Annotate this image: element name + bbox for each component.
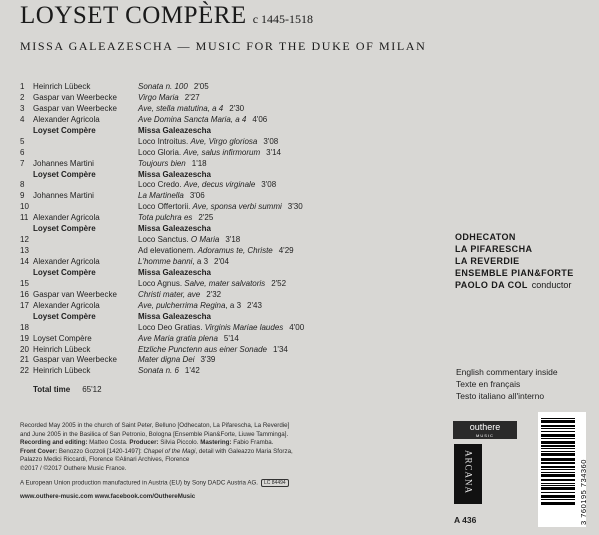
performer-role: conductor bbox=[531, 280, 572, 290]
track-work bbox=[138, 345, 288, 356]
barcode-bars bbox=[541, 418, 575, 521]
track-work bbox=[138, 323, 304, 334]
barcode-bar bbox=[541, 462, 575, 464]
barcode-bar bbox=[541, 434, 575, 437]
track-composer: Loyset Compère bbox=[33, 333, 92, 343]
barcode-bar bbox=[541, 445, 575, 447]
arcana-logo-text: ARCANA bbox=[463, 450, 474, 495]
track-title: Loco Introitus. bbox=[138, 136, 191, 146]
track-number: 1 bbox=[20, 82, 25, 91]
track-number: 14 bbox=[20, 257, 29, 266]
composer-name: LOYSET COMPÈRE bbox=[20, 2, 247, 29]
track-work bbox=[138, 93, 200, 104]
track-number: 15 bbox=[20, 278, 29, 288]
commentary-language: Texte en français bbox=[456, 379, 521, 389]
barcode-bar bbox=[541, 458, 575, 461]
credit-text: A European Union production manufactured in Austria (EU) by Sony DADC Austria AG. bbox=[20, 479, 258, 487]
track-number: 22 bbox=[20, 366, 29, 376]
track-composer: Alexander Agricola bbox=[33, 213, 100, 223]
performer bbox=[455, 255, 585, 267]
track-composer: Gaspar van Weerbecke bbox=[33, 355, 117, 365]
track-number: 19 bbox=[20, 333, 29, 343]
track-title: Loco Credo. bbox=[138, 180, 184, 190]
track-number: 4 bbox=[20, 114, 25, 124]
track-composer: Alexander Agricola bbox=[33, 114, 100, 124]
barcode-bar bbox=[541, 453, 575, 456]
track-title: Ave, stella matutina, a 4 bbox=[138, 103, 224, 113]
track-row bbox=[20, 246, 350, 257]
track-title: Virgo Maria bbox=[138, 92, 179, 102]
track-row bbox=[20, 323, 350, 334]
track-title: La Martinella bbox=[138, 191, 184, 201]
track-duration: 1'18 bbox=[191, 158, 207, 168]
performer bbox=[455, 267, 585, 279]
track-work bbox=[138, 312, 211, 323]
barcode-bar bbox=[541, 479, 575, 481]
track-work bbox=[138, 202, 303, 213]
track-duration: 2'04 bbox=[214, 257, 229, 266]
barcode-bar bbox=[541, 502, 575, 505]
track-row bbox=[20, 159, 350, 170]
track-duration: 1'34 bbox=[272, 344, 288, 354]
credit-line: and June 2005 in the Basilica of San Petronio, Bologna [Ensemble Pian&Forte, Liuwe Tamminga]. bbox=[20, 430, 289, 438]
track-title: Toujours bien bbox=[138, 158, 186, 168]
barcode-bar bbox=[541, 428, 575, 429]
track-composer: Heinrich Lübeck bbox=[33, 82, 91, 91]
track-work bbox=[138, 148, 281, 159]
track-title: Tota pulchra es bbox=[138, 213, 193, 223]
credit-text: Silvia Piccolo. bbox=[158, 439, 201, 447]
barcode-bar bbox=[541, 441, 575, 444]
track-work bbox=[138, 191, 205, 202]
track-work bbox=[138, 235, 240, 246]
track-number: 8 bbox=[20, 180, 25, 190]
performer-name: ENSEMBLE PIAN&FORTE bbox=[455, 268, 574, 278]
track-duration: 4'00 bbox=[289, 322, 305, 332]
track-row bbox=[20, 235, 350, 246]
track-row bbox=[20, 82, 350, 93]
track-row bbox=[20, 126, 350, 137]
barcode-digits: 3 760195 734360 bbox=[579, 459, 588, 525]
barcode-bar bbox=[541, 485, 575, 486]
track-work bbox=[138, 115, 267, 126]
copyright-line: ℗2017 / ©2017 Outhere Music France. bbox=[20, 464, 127, 472]
track-composer: Gaspar van Weerbecke bbox=[33, 103, 117, 113]
track-row bbox=[20, 104, 350, 115]
track-duration: 2'05 bbox=[193, 82, 209, 91]
track-composer: Gaspar van Weerbecke bbox=[33, 92, 117, 102]
barcode bbox=[538, 412, 586, 527]
credit-label: Producer: bbox=[129, 439, 159, 447]
track-work bbox=[138, 159, 207, 170]
track-title: Sonata n. 100 bbox=[138, 82, 188, 91]
track-title: Sonata n. 6 bbox=[138, 366, 179, 376]
track-title: Missa Galeazescha bbox=[138, 125, 211, 135]
credit-line: Recorded May 2005 in the church of Saint Peter, Belluno [Odhecaton, La Pifarescha, La Reverdie] bbox=[20, 422, 290, 429]
total-time-label: Total time bbox=[33, 385, 71, 394]
track-duration: 4'29 bbox=[278, 246, 294, 256]
track-composer: Johannes Martini bbox=[33, 191, 94, 201]
performer-name: LA PIFARESCHA bbox=[455, 244, 533, 254]
track-title: Etzliche Punctenn aus einer Sonade bbox=[138, 344, 267, 354]
track-title: Missa Galeazescha bbox=[138, 311, 211, 321]
track-work bbox=[138, 257, 229, 268]
outhere-logo bbox=[453, 421, 517, 439]
website-text: www.outhere-music.com www.facebook.com/OuthereMusic bbox=[20, 492, 196, 500]
track-composer: Loyset Compère bbox=[33, 125, 96, 135]
barcode-bar bbox=[541, 495, 575, 498]
performer-name: ODHECATON bbox=[455, 232, 516, 242]
track-row bbox=[20, 366, 350, 377]
track-title: Missa Galeazescha bbox=[138, 169, 211, 179]
track-row bbox=[20, 301, 350, 312]
track-row bbox=[20, 355, 350, 366]
track-number: 3 bbox=[20, 103, 25, 113]
total-time-value: 65'12 bbox=[82, 385, 102, 394]
credit-line: Palazzo Medici Riccardi, Florence ©Alinari Archives, Florence bbox=[20, 456, 190, 464]
website-links bbox=[20, 493, 420, 502]
track-work bbox=[138, 301, 262, 312]
performer bbox=[455, 231, 585, 243]
track-title: Ave Domina Sancta Maria, a 4 bbox=[138, 114, 247, 124]
track-row bbox=[20, 180, 350, 191]
barcode-bar bbox=[541, 483, 575, 484]
track-row bbox=[20, 148, 350, 159]
credit-text: , detail with Galeazzo Maria Sforza, bbox=[195, 447, 293, 455]
track-number: 5 bbox=[20, 136, 25, 146]
track-row bbox=[20, 202, 350, 213]
track-composer: Heinrich Lübeck bbox=[33, 344, 91, 354]
performer bbox=[455, 279, 585, 291]
track-row bbox=[20, 345, 350, 356]
track-duration: 3'18 bbox=[225, 235, 241, 245]
track-title-italic: Ave, salus infirmorum bbox=[183, 147, 261, 157]
track-title-italic: O Maria bbox=[190, 235, 220, 245]
track-work bbox=[138, 126, 211, 137]
track-row bbox=[20, 312, 350, 323]
outhere-logo-subtext: MUSIC bbox=[476, 433, 494, 438]
track-duration: 2'43 bbox=[247, 300, 262, 310]
track-work bbox=[138, 355, 215, 366]
track-composer: Loyset Compère bbox=[33, 224, 96, 234]
track-number: 13 bbox=[20, 246, 29, 256]
album-subtitle: MISSA GALEAZESCHA — MUSIC FOR THE DUKE OF MILAN bbox=[20, 39, 427, 53]
track-number: 17 bbox=[20, 300, 29, 310]
credit-line bbox=[20, 439, 420, 448]
performers-list bbox=[455, 231, 585, 291]
track-row bbox=[20, 224, 350, 235]
track-work bbox=[138, 268, 211, 279]
credit-text: Chapel of the Magi bbox=[143, 447, 196, 455]
barcode-bar bbox=[541, 418, 575, 419]
track-composer: Loyset Compère bbox=[33, 311, 96, 321]
barcode-bar bbox=[541, 492, 575, 493]
track-row bbox=[20, 257, 350, 268]
track-composer: Loyset Compère bbox=[33, 267, 96, 277]
track-work bbox=[138, 366, 200, 377]
track-composer: Alexander Agricola bbox=[33, 257, 100, 266]
track-title-italic: Ave, sponsa verbi summi bbox=[192, 202, 282, 212]
track-row bbox=[20, 137, 350, 148]
performer bbox=[455, 243, 585, 255]
track-work bbox=[138, 137, 278, 148]
track-title: Loco Gloria. bbox=[138, 147, 184, 157]
track-work bbox=[138, 170, 211, 181]
track-row bbox=[20, 93, 350, 104]
manufacturing-line bbox=[20, 479, 420, 488]
credit-line bbox=[20, 448, 420, 457]
track-number: 6 bbox=[20, 147, 25, 157]
track-work bbox=[138, 180, 276, 191]
track-duration: 2'30 bbox=[229, 103, 245, 113]
track-duration: 3'39 bbox=[200, 355, 216, 365]
track-title-italic: Ave, Virgo gloriosa bbox=[190, 136, 258, 146]
track-composer: Gaspar van Weerbecke bbox=[33, 289, 117, 299]
barcode-bar bbox=[541, 425, 575, 427]
barcode-bar bbox=[541, 487, 575, 490]
track-number: 12 bbox=[20, 235, 29, 245]
barcode-bar bbox=[541, 472, 575, 473]
barcode-bar bbox=[541, 438, 575, 439]
track-number: 21 bbox=[20, 355, 29, 365]
credit-text: Fabio Framba. bbox=[231, 439, 274, 447]
track-duration: 3'06 bbox=[189, 191, 205, 201]
track-title: L'homme banni bbox=[138, 257, 193, 266]
performer-name: LA REVERDIE bbox=[455, 256, 520, 266]
track-title: Missa Galeazescha bbox=[138, 267, 211, 277]
track-list bbox=[20, 82, 350, 377]
track-work bbox=[138, 334, 239, 345]
track-work bbox=[138, 279, 286, 290]
track-number: 10 bbox=[20, 202, 29, 212]
commentary-language: Testo italiano all'interno bbox=[456, 391, 545, 401]
barcode-bar bbox=[541, 474, 575, 477]
track-row bbox=[20, 334, 350, 345]
outhere-logo-text: outhere bbox=[469, 422, 501, 432]
barcode-bar bbox=[541, 448, 575, 449]
track-duration: 1'42 bbox=[184, 366, 200, 376]
track-title-italic: Virginis Mariae laudes bbox=[204, 322, 284, 332]
credit-label: Recording and editing: bbox=[20, 439, 88, 447]
track-title: Christi mater, ave bbox=[138, 289, 201, 299]
track-title: Loco Sanctus. bbox=[138, 235, 191, 245]
catalog-number: A 436 bbox=[454, 515, 477, 525]
commentary-languages bbox=[456, 366, 558, 402]
track-composer: Johannes Martini bbox=[33, 158, 94, 168]
track-duration: 4'06 bbox=[252, 114, 268, 124]
barcode-bar bbox=[541, 466, 575, 468]
track-duration: 2'27 bbox=[184, 92, 200, 102]
track-duration: 5'14 bbox=[223, 333, 239, 343]
track-duration: 3'08 bbox=[261, 180, 277, 190]
track-work bbox=[138, 82, 209, 93]
track-duration: 2'32 bbox=[206, 289, 222, 299]
arcana-logo bbox=[454, 444, 482, 504]
track-work bbox=[138, 290, 221, 301]
commentary-language: English commentary inside bbox=[456, 367, 558, 377]
track-row bbox=[20, 191, 350, 202]
track-duration: 3'30 bbox=[287, 202, 303, 212]
performer-name: PAOLO DA COL bbox=[455, 280, 528, 290]
track-number: 11 bbox=[20, 213, 29, 223]
credit-label: Front Cover: bbox=[20, 447, 58, 455]
track-title: Loco Deo Gratias. bbox=[138, 322, 205, 332]
track-title-tail: , a 3 bbox=[192, 257, 209, 266]
track-composer: Heinrich Lübeck bbox=[33, 366, 91, 376]
track-number: 7 bbox=[20, 158, 25, 168]
barcode-bar bbox=[541, 420, 575, 423]
track-composer: Alexander Agricola bbox=[33, 300, 100, 310]
track-title-italic: Salve, mater salvatoris bbox=[184, 278, 266, 288]
total-time bbox=[33, 385, 102, 394]
track-duration: 2'52 bbox=[271, 278, 287, 288]
track-composer: Loyset Compère bbox=[33, 169, 96, 179]
barcode-bar bbox=[541, 451, 575, 452]
track-work bbox=[138, 246, 294, 257]
track-title: Ave, pulcherrima Regina bbox=[138, 300, 226, 310]
track-row bbox=[20, 115, 350, 126]
track-number: 2 bbox=[20, 92, 25, 102]
track-title: Loco Offertorii. bbox=[138, 202, 193, 212]
label-code-badge: LC 84494 bbox=[261, 479, 289, 487]
track-title-italic: Adoramus te, Christe bbox=[197, 246, 273, 256]
track-number: 9 bbox=[20, 191, 25, 201]
track-row bbox=[20, 170, 350, 181]
track-title: Loco Agnus. bbox=[138, 278, 185, 288]
track-duration: 3'08 bbox=[263, 136, 279, 146]
track-title: Mater digna Dei bbox=[138, 355, 195, 365]
barcode-bar bbox=[541, 499, 575, 500]
composer-dates: c 1445-1518 bbox=[252, 12, 314, 26]
album-title bbox=[20, 2, 313, 30]
barcode-bar bbox=[541, 431, 575, 432]
track-row bbox=[20, 279, 350, 290]
track-title: Ave Maria gratia plena bbox=[138, 333, 218, 343]
track-work bbox=[138, 224, 211, 235]
track-duration: 3'14 bbox=[266, 147, 281, 157]
track-duration: 2'25 bbox=[198, 213, 214, 223]
track-title-italic: Ave, decus virginale bbox=[183, 180, 256, 190]
barcode-bar bbox=[541, 469, 575, 470]
credit-text: Benozzo Gozzoli [1420-1497]: bbox=[57, 447, 144, 455]
credit-label: Mastering: bbox=[200, 439, 232, 447]
track-number: 18 bbox=[20, 322, 29, 332]
track-number: 16 bbox=[20, 289, 29, 299]
track-number: 20 bbox=[20, 344, 29, 354]
track-work bbox=[138, 213, 213, 224]
track-work bbox=[138, 104, 244, 115]
track-row bbox=[20, 290, 350, 301]
track-row bbox=[20, 213, 350, 224]
credits bbox=[20, 422, 420, 501]
track-title-tail: , a 3 bbox=[225, 300, 242, 310]
track-title: Missa Galeazescha bbox=[138, 224, 211, 234]
credit-text: Matteo Costa. bbox=[87, 439, 130, 447]
track-title: Ad elevationem. bbox=[138, 246, 198, 256]
track-row bbox=[20, 268, 350, 279]
